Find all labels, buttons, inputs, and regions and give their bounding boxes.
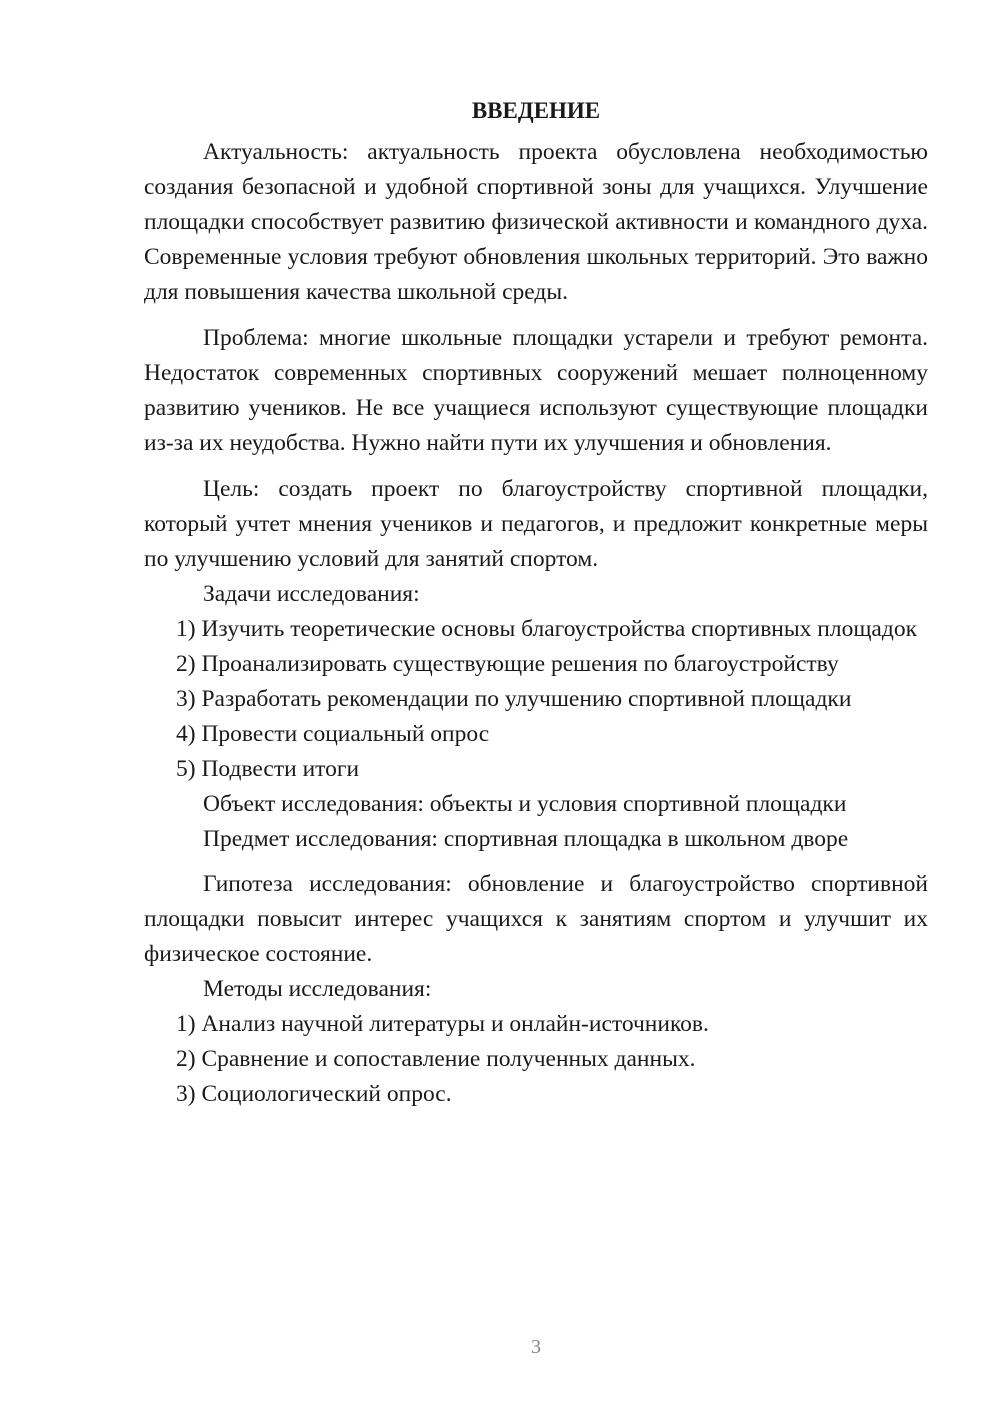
relevance-paragraph: Актуальность: актуальность проекта обусловлена необходимостью создания безопасной и удобной спортивной зоны для учащихся. Улучшение площадки способствует развитию физической активности и командного духа. Современные условия требуют обновления школьных территорий. Это важно для повышения качества школьной среды. <box>144 139 928 305</box>
task-item-1: 1) Изучить теоретические основы благоустройства спортивных площадок <box>176 616 917 642</box>
research-object: Объект исследования: объекты и условия спортивной площадки <box>203 791 847 817</box>
tasks-heading: Задачи исследования: <box>203 581 420 607</box>
task-item-3: 3) Разработать рекомендации по улучшению спортивной площадки <box>176 686 852 712</box>
task-item-4: 4) Провести социальный опрос <box>176 721 490 747</box>
page-title: ВВЕДЕНИЕ <box>471 98 601 123</box>
method-item-1: 1) Анализ научной литературы и онлайн-источников. <box>176 1011 709 1037</box>
research-subject: Предмет исследования: спортивная площадка в школьном дворе <box>203 826 849 852</box>
task-item-5: 5) Подвести итоги <box>176 756 360 782</box>
page-number: 3 <box>531 1336 541 1358</box>
page-content <box>144 93 928 1112</box>
methods-heading: Методы исследования: <box>203 976 432 1002</box>
hypothesis-paragraph: Гипотеза исследования: обновление и благоустройство спортивной площадки повысит интерес учащихся к занятиям спортом и улучшит их физическое состояние. <box>144 871 928 967</box>
task-item-2: 2) Проанализировать существующие решения по благоустройству <box>176 651 839 677</box>
method-item-3: 3) Социологический опрос. <box>176 1081 452 1107</box>
problem-paragraph: Проблема: многие школьные площадки устарели и требуют ремонта. Недостаток современных спортивных сооружений мешает полноценному развитию учеников. Не все учащиеся используют существующие площадки из-за их неудобства. Нужно найти пути их улучшения и обновления. <box>144 325 928 456</box>
method-item-2: 2) Сравнение и сопоставление полученных данных. <box>176 1046 696 1072</box>
page-number-footer <box>0 1334 1000 1360</box>
goal-paragraph: Цель: создать проект по благоустройству спортивной площадки, который учтет мнения учеников и педагогов, и предложит конкретные меры по улучшению условий для занятий спортом. <box>144 476 928 572</box>
